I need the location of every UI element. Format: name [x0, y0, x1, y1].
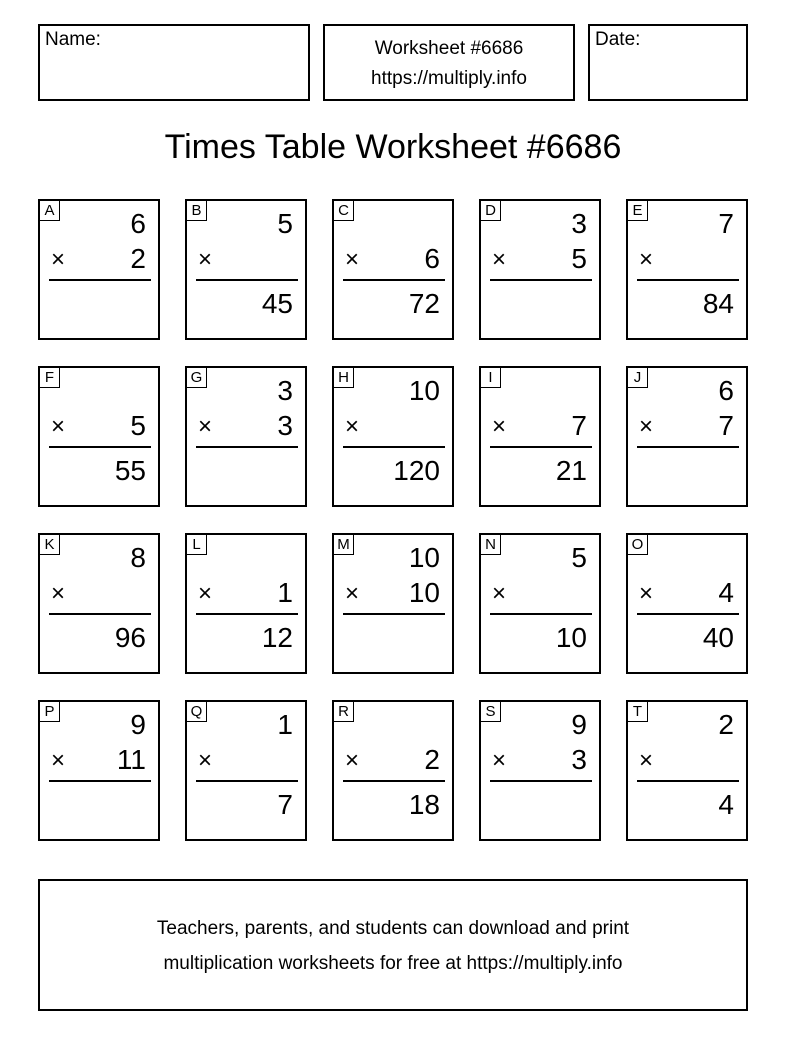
- problem-card: [626, 700, 748, 841]
- problem-letter: S: [481, 702, 501, 722]
- answer-line: [490, 613, 592, 615]
- answer-line: [343, 446, 445, 448]
- answer-line: [343, 279, 445, 281]
- problem-letter: R: [334, 702, 354, 722]
- times-symbol: ×: [51, 747, 66, 774]
- problem-letter: J: [628, 368, 648, 388]
- problem-letter: L: [187, 535, 207, 555]
- product: 45: [261, 288, 293, 319]
- times-symbol: ×: [492, 246, 507, 273]
- times-symbol: ×: [639, 246, 654, 273]
- problem-card: [626, 533, 748, 674]
- answer-line: [637, 279, 739, 281]
- problem-letter: B: [187, 201, 207, 221]
- product: 4: [718, 789, 734, 820]
- bottom-factor: 1: [277, 577, 293, 608]
- top-factor: 1: [277, 709, 293, 740]
- product: 96: [114, 622, 146, 653]
- times-symbol: ×: [492, 747, 507, 774]
- bottom-factor: 5: [571, 243, 587, 274]
- problem-letter: P: [40, 702, 60, 722]
- problem-card: [185, 533, 307, 674]
- problem-card: [626, 199, 748, 340]
- top-factor: 3: [571, 208, 587, 239]
- top-factor: 3: [277, 375, 293, 406]
- problem-card: [185, 366, 307, 507]
- answer-line: [490, 279, 592, 281]
- product: 120: [393, 455, 440, 486]
- bottom-factor: 2: [130, 243, 146, 274]
- problem-letter: E: [628, 201, 648, 221]
- product: 10: [555, 622, 587, 653]
- answer-line: [490, 780, 592, 782]
- answer-line: [49, 446, 151, 448]
- answer-line: [343, 613, 445, 615]
- answer-line: [637, 780, 739, 782]
- problem-letter: I: [481, 368, 501, 388]
- worksheet-number: Worksheet #6686: [374, 38, 524, 59]
- top-factor: 6: [130, 208, 146, 239]
- worksheet-info-box: [323, 24, 575, 101]
- times-symbol: ×: [639, 580, 654, 607]
- times-symbol: ×: [639, 413, 654, 440]
- times-symbol: ×: [345, 246, 360, 273]
- answer-line: [196, 446, 298, 448]
- bottom-factor: 7: [718, 410, 734, 441]
- problem-card: [479, 366, 601, 507]
- answer-line: [49, 613, 151, 615]
- top-factor: 2: [718, 709, 734, 740]
- bottom-factor: 2: [424, 744, 440, 775]
- top-factor: 5: [277, 208, 293, 239]
- problem-letter: H: [334, 368, 354, 388]
- top-factor: 10: [408, 542, 440, 573]
- times-symbol: ×: [198, 413, 213, 440]
- product: 84: [702, 288, 734, 319]
- problem-letter: C: [334, 201, 354, 221]
- name-label: Name:: [45, 29, 101, 50]
- problem-letter: F: [40, 368, 60, 388]
- problem-letter: A: [40, 201, 60, 221]
- product: 40: [702, 622, 734, 653]
- date-label: Date:: [595, 29, 641, 50]
- product: 72: [408, 288, 440, 319]
- answer-line: [196, 780, 298, 782]
- date-box: [588, 24, 748, 101]
- bottom-factor: 10: [408, 577, 440, 608]
- footer-box: [38, 879, 748, 1011]
- answer-line: [196, 613, 298, 615]
- problem-card: [38, 199, 160, 340]
- top-factor: 8: [130, 542, 146, 573]
- problem-letter: D: [481, 201, 501, 221]
- problem-letter: Q: [187, 702, 207, 722]
- bottom-factor: 5: [130, 410, 146, 441]
- answer-line: [196, 279, 298, 281]
- product: 21: [555, 455, 587, 486]
- times-symbol: ×: [198, 747, 213, 774]
- problem-letter: M: [334, 535, 354, 555]
- problem-card: [332, 366, 454, 507]
- bottom-factor: 6: [424, 243, 440, 274]
- problem-card: [479, 199, 601, 340]
- problem-letter: N: [481, 535, 501, 555]
- problem-card: [332, 700, 454, 841]
- problem-card: [479, 700, 601, 841]
- bottom-factor: 11: [116, 744, 146, 775]
- page-title: Times Table Worksheet #6686: [164, 128, 622, 166]
- top-factor: 9: [130, 709, 146, 740]
- bottom-factor: 4: [718, 577, 734, 608]
- top-factor: 5: [571, 542, 587, 573]
- top-factor: 6: [718, 375, 734, 406]
- top-factor: 7: [718, 208, 734, 239]
- times-symbol: ×: [198, 246, 213, 273]
- times-symbol: ×: [345, 580, 360, 607]
- times-symbol: ×: [345, 413, 360, 440]
- worksheet-url: https://multiply.info: [371, 68, 527, 89]
- footer-line-2: multiplication worksheets for free at https://multiply.info: [163, 953, 623, 974]
- problem-card: [38, 533, 160, 674]
- problem-letter: G: [187, 368, 207, 388]
- problem-card: [479, 533, 601, 674]
- product: 18: [408, 789, 440, 820]
- problem-letter: K: [40, 535, 60, 555]
- times-symbol: ×: [51, 580, 66, 607]
- times-symbol: ×: [51, 246, 66, 273]
- problem-letter: T: [628, 702, 648, 722]
- answer-line: [49, 279, 151, 281]
- problem-card: [332, 199, 454, 340]
- top-factor: 9: [571, 709, 587, 740]
- answer-line: [343, 780, 445, 782]
- product: 55: [114, 455, 146, 486]
- problem-letter: O: [628, 535, 648, 555]
- answer-line: [637, 613, 739, 615]
- problem-card: [38, 366, 160, 507]
- times-symbol: ×: [198, 580, 213, 607]
- product: 7: [277, 789, 293, 820]
- answer-line: [637, 446, 739, 448]
- bottom-factor: 3: [571, 744, 587, 775]
- bottom-factor: 7: [571, 410, 587, 441]
- times-symbol: ×: [51, 413, 66, 440]
- product: 12: [261, 622, 293, 653]
- problem-card: [38, 700, 160, 841]
- problem-card: [185, 700, 307, 841]
- top-factor: 10: [408, 375, 440, 406]
- bottom-factor: 3: [277, 410, 293, 441]
- times-symbol: ×: [639, 747, 654, 774]
- problem-card: [185, 199, 307, 340]
- times-symbol: ×: [345, 747, 360, 774]
- answer-line: [49, 780, 151, 782]
- times-symbol: ×: [492, 580, 507, 607]
- problem-card: [332, 533, 454, 674]
- answer-line: [490, 446, 592, 448]
- footer-line-1: Teachers, parents, and students can download and print: [156, 918, 630, 939]
- times-symbol: ×: [492, 413, 507, 440]
- problem-card: [626, 366, 748, 507]
- name-box: [38, 24, 310, 101]
